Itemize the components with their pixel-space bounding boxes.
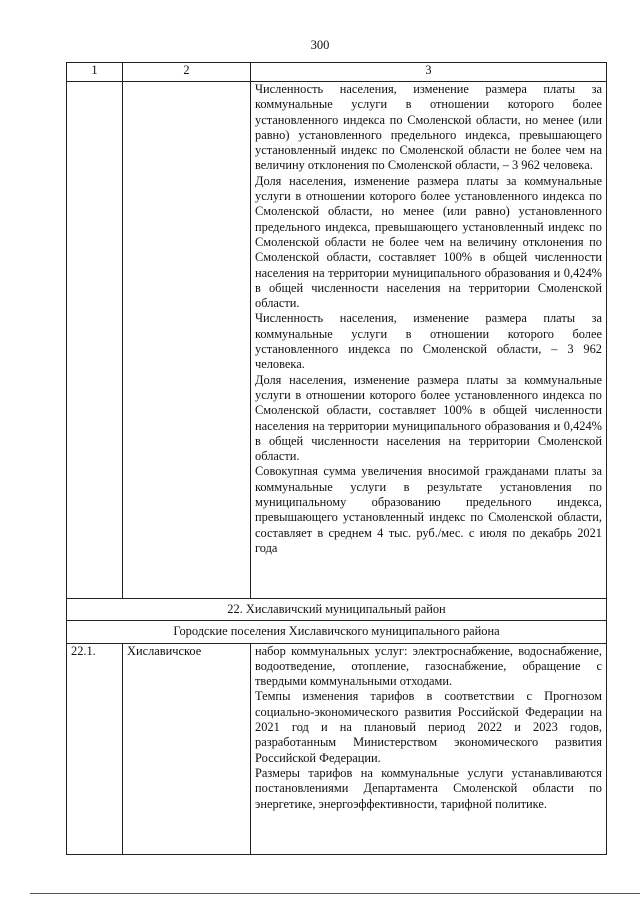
empty-cell: [67, 82, 123, 599]
settlements-heading: Городские поселения Хиславичского муниципального района: [67, 621, 607, 643]
paragraph: Размеры тарифов на коммунальные услуги устанавливаются постановлениями Департамента Смоленской области по энергетике, энергоэффективности, тарифной политике.: [255, 765, 602, 811]
paragraph: Численность населения, изменение размера платы за коммунальные услуги в отношении которого более установленного индекса по Смоленской области, но менее (или равно) установленного предельного индекса, превышающего установленный индекс по Смоленской области не более чем на величину отклонения по Смоленской области, – 3 962 человека.: [255, 82, 602, 173]
table-header-row: [67, 63, 607, 82]
column-header-2: 2: [123, 63, 251, 82]
document-table: [66, 62, 607, 855]
paragraph: Доля населения, изменение размера платы за коммунальные услуги в отношении которого более установленного индекса по Смоленской области, но менее (или равно) установленного предельного индекса, превышающего установленный индекс по Смоленской области не более чем на величину отклонения по Смоленской области, составляет 100% в общей численности населения на территории муниципального образования и 0,424% в общей численности населения на территории Смоленской области.: [255, 173, 602, 311]
paragraph: Доля населения, изменение размера платы за коммунальные услуги в отношении которого более установленного индекса по Смоленской области, составляет 100% в общей численности населения на территории муниципального образования и 0,424% в общей численности населения на территории Смоленской области.: [255, 372, 602, 464]
paragraph: Совокупная сумма увеличения вносимой гражданами платы за коммунальные услуги в результате установления по муниципальному образованию предельного индекса, превышающего установленный индекс по Смоленской области, составляет в среднем 4 тыс. руб./мес. с июля по декабрь 2021 года: [255, 464, 602, 555]
district-heading-row: [67, 599, 607, 621]
paragraph: Численность населения, изменение размера платы за коммунальные услуги в отношении которого более установленного индекса по Смоленской области, – 3 962 человека.: [255, 311, 602, 372]
settlements-heading-row: [67, 621, 607, 643]
empty-cell: [123, 82, 251, 599]
table-row: [67, 643, 607, 854]
bottom-rule: [30, 893, 640, 894]
paragraph: набор коммунальных услуг: электроснабжение, водоснабжение, водоотведение, отопление, газоснабжение, обращение с твердыми коммунальными отходами.: [255, 643, 602, 689]
table-row: [67, 82, 607, 599]
column-header-3: 3: [251, 63, 607, 82]
paragraph: Темпы изменения тарифов в соответствии с Прогнозом социально-экономического развития Российской Федерации на 2021 год и на плановый период 2022 и 2023 годов, разработанным Министерством экономического развития Российской Федерации.: [255, 689, 602, 765]
description-cell: [251, 82, 607, 599]
district-heading: 22. Хиславичский муниципальный район: [67, 599, 607, 621]
settlement-name: Хиславичское: [123, 643, 251, 854]
row-number: 22.1.: [67, 643, 123, 854]
column-header-1: 1: [67, 63, 123, 82]
page-number: 300: [310, 38, 330, 52]
description-cell: [251, 643, 607, 854]
